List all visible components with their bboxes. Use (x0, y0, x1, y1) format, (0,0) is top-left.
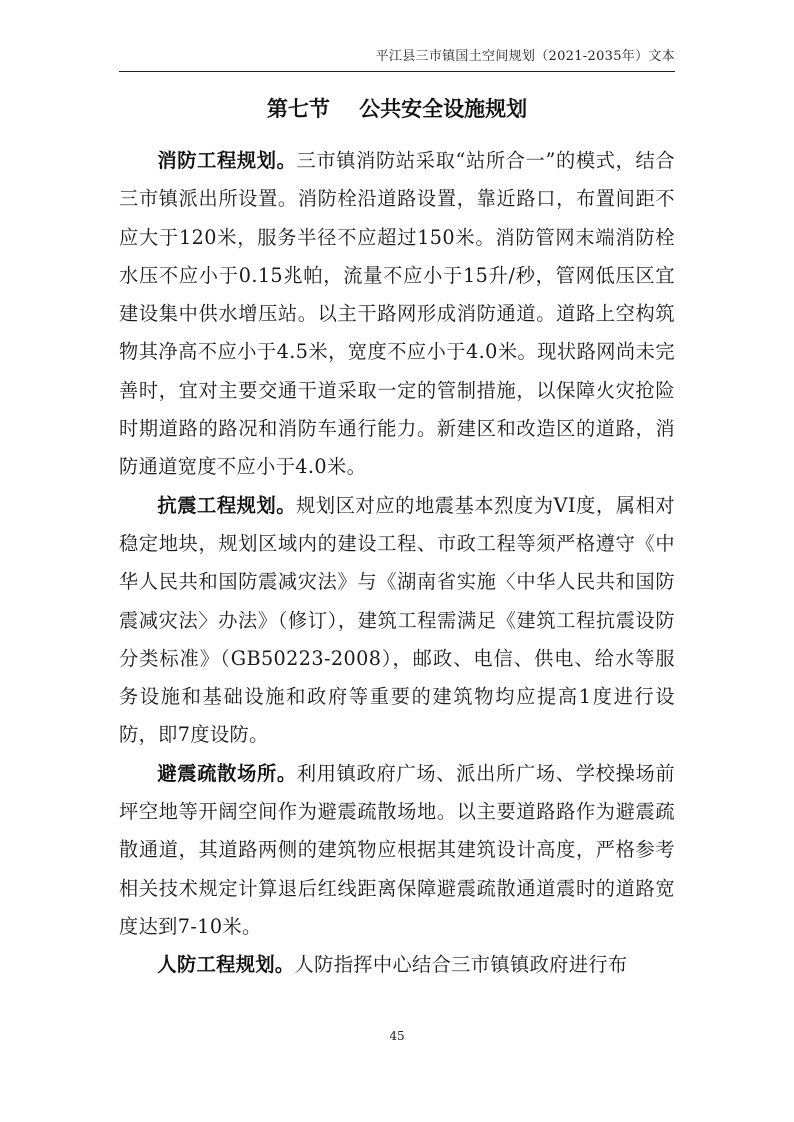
paragraph-lead: 抗震工程规划。 (157, 493, 297, 517)
paragraph-civil-air-defense (119, 946, 675, 984)
paragraph-lead: 避震疏散场所。 (157, 761, 297, 785)
paragraph-lead: 人防工程规划。 (157, 953, 295, 977)
paragraph-text: 利用镇政府广场、派出所广场、学校操场前坪空地等开阔空间作为避震疏散场地。以主要道路路作为避震疏散通道，其道路两侧的建筑物应根据其建筑设计高度，严格参考相关技术规定计算退后红线距离保障避震疏散通道震时的道路宽度达到7-10米。 (119, 761, 675, 938)
section-title: 第七节 公共安全设施规划 (266, 96, 528, 121)
paragraph-text: 规划区对应的地震基本烈度为VI度，属相对稳定地块，规划区域内的建设工程、市政工程等须严格遵守《中华人民共和国防震减灾法》与《湖南省实施〈中华人民共和国防震减灾法〉办法》（修订），建筑工程需满足《建筑工程抗震设防分类标准》（GB50223-2008），邮政、电信、供电、给水等服务设施和基础设施和政府等重要的建筑物均应提高1度进行设防，即7度设防。 (119, 493, 675, 747)
body-text (119, 142, 675, 985)
running-header: 平江县三市镇国土空间规划（2021-2035年）文本 (375, 49, 675, 64)
paragraph-fire-protection (119, 142, 675, 487)
page-number: 45 (389, 1029, 405, 1043)
paragraph-seismic-engineering (119, 487, 675, 755)
paragraph-evacuation-sites (119, 755, 675, 946)
header-divider (119, 71, 675, 72)
paragraph-text: 人防指挥中心结合三市镇镇政府进行布 (294, 953, 628, 977)
paragraph-lead: 消防工程规划。 (157, 149, 297, 172)
paragraph-text: 三市镇消防站采取“站所合一”的模式，结合三市镇派出所设置。消防栓沿道路设置，靠近路口，布置间距不应大于120米，服务半径不应超过150米。消防管网末端消防栓水压不应小于0.15兆帕，流量不应小于15升/秒，管网低压区宜建设集中供水增压站。以主干路网形成消防通道。道路上空构筑物其净高不应小于4.5米，宽度不应小于4.0米。现状路网尚未完善时，宜对主要交通干道采取一定的管制措施，以保障火灾抢险时期道路的路况和消防车通行能力。新建区和改造区的道路，消防通道宽度不应小于4.0米。 (119, 149, 675, 479)
